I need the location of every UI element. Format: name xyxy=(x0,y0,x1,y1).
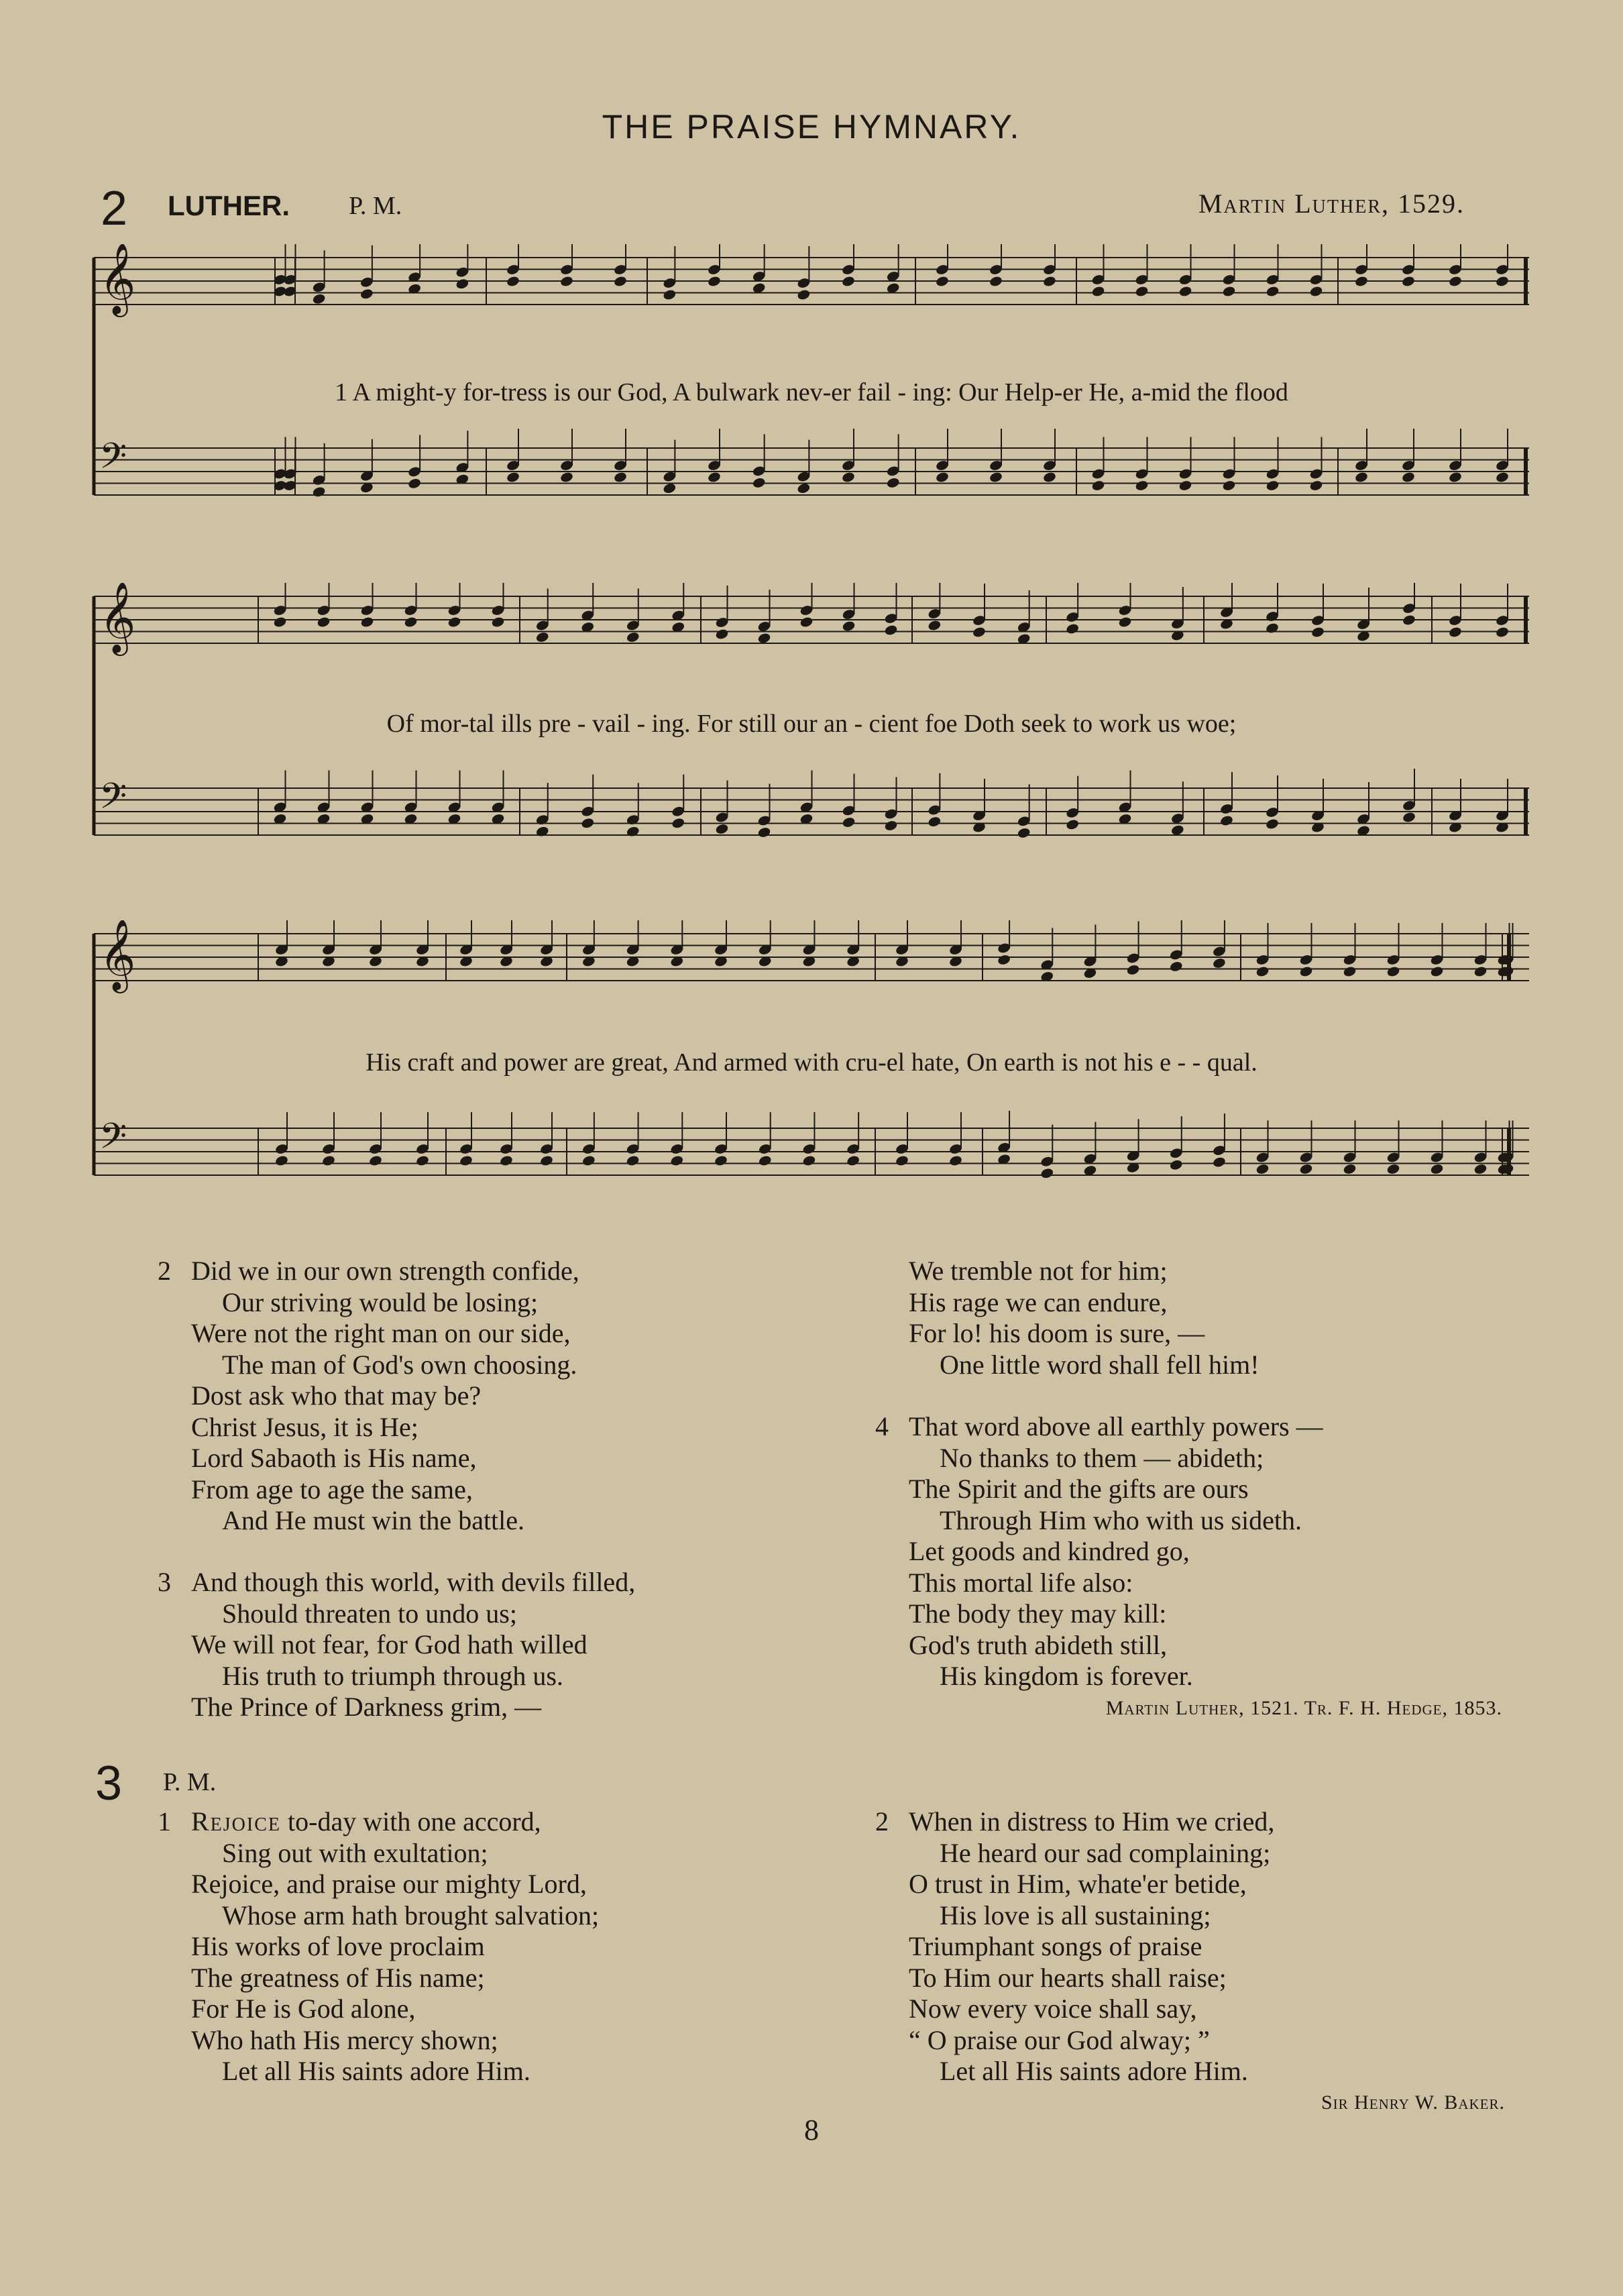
treble-clef-icon: 𝄞 xyxy=(99,920,136,990)
note-head xyxy=(1386,965,1400,977)
note-head xyxy=(1473,1163,1488,1175)
note-head xyxy=(559,471,573,483)
note-head xyxy=(1299,965,1313,977)
verse-line: Our striving would be losing; xyxy=(222,1287,539,1317)
note-head xyxy=(499,1154,513,1166)
note-head xyxy=(1118,616,1132,628)
note-head xyxy=(1017,827,1031,839)
note-head xyxy=(715,628,729,640)
lyric-line-1: 1 A might-y for-tress is our God, A bulwark nev-er fail - ing: Our Help-er He, a-mid the flood xyxy=(335,378,1288,406)
verse-line: Whose arm hath brought salvation; xyxy=(222,1900,600,1930)
note-head xyxy=(1065,622,1079,635)
verse-line: God's truth abideth still, xyxy=(909,1629,1167,1660)
note-head xyxy=(613,471,627,483)
note-head xyxy=(1354,275,1368,287)
verse-line: The Prince of Darkness grim, — xyxy=(191,1692,542,1722)
note-head xyxy=(491,616,505,628)
lyric-line-3: His craft and power are great, And armed with cru-el hate, On earth is not his e - - qual. xyxy=(366,1048,1257,1077)
note-head xyxy=(1178,285,1192,297)
note-head xyxy=(1401,471,1415,483)
note-head xyxy=(1386,1163,1400,1175)
note-head xyxy=(886,477,900,489)
note-head xyxy=(663,288,677,300)
note-head xyxy=(1473,965,1488,977)
note-head xyxy=(1169,1159,1183,1171)
verse-line: To Him our hearts shall raise; xyxy=(909,1962,1227,1993)
note-head xyxy=(1495,275,1509,287)
note-head xyxy=(841,471,855,483)
lyric-line-2: Of mor-tal ills pre - vail - ing. For still our an - cient foe Doth seek to work us woe; xyxy=(386,710,1237,738)
verse-line: The body they may kill: xyxy=(909,1598,1167,1629)
note-head xyxy=(928,619,942,631)
note-head xyxy=(671,817,685,829)
hymn-3-verse-2: 2 When in distress to Him we cried, He heard our sad complaining; O trust in Him, whate'er betide, His love is all sustaining; Triumphant songs of praise To Him our hearts shall raise; Now every voice shall say, “ O praise our God alway; ” Let all His saints adore Him. xyxy=(875,1806,1275,2086)
note-head xyxy=(1448,275,1462,287)
note-head xyxy=(1495,626,1509,638)
note-head xyxy=(972,626,986,638)
verse-line: Let all His saints adore Him. xyxy=(940,2056,1248,2086)
note-head xyxy=(802,1154,816,1166)
verse-line: Who hath His mercy shown; xyxy=(191,2024,498,2055)
verse-line: His rage we can endure, xyxy=(909,1287,1168,1317)
note-head xyxy=(447,616,461,628)
verse-line: The man of God's own choosing. xyxy=(222,1349,577,1380)
verse-line: Let all His saints adore Him. xyxy=(222,2056,530,2086)
note-head xyxy=(715,823,729,835)
verse-line: He heard our sad complaining; xyxy=(940,1837,1271,1868)
note-head xyxy=(581,817,595,829)
note-head xyxy=(626,1154,640,1166)
note-head xyxy=(415,1154,429,1166)
note-head xyxy=(895,1154,909,1166)
note-head xyxy=(935,471,949,483)
running-title: THE PRAISE HYMNARY. xyxy=(602,108,1021,146)
note-head xyxy=(1091,480,1105,492)
note-head xyxy=(1135,285,1149,297)
hymn-3-verse-1: 1 Rejoice to-day with one accord, Sing out with exultation; Rejoice, and praise our mighty Lord, Whose arm hath brought salvation; His works of love proclaim The greatness of His name; For He is God alone, Who hath His mercy shown; Let all His saints adore Him. xyxy=(158,1806,600,2086)
bass-clef-icon: 𝄢 xyxy=(99,776,127,826)
note-head xyxy=(321,1154,335,1166)
note-head xyxy=(1448,471,1462,483)
verse-line: For He is God alone, xyxy=(191,1993,416,2024)
note-head xyxy=(663,482,677,494)
note-head xyxy=(1126,964,1140,976)
note-head xyxy=(1430,965,1444,977)
note-head xyxy=(1343,965,1357,977)
note-head xyxy=(884,624,898,636)
bass-clef-icon: 𝄢 xyxy=(99,436,127,486)
verse-line: “ O praise our God alway; ” xyxy=(909,2024,1210,2055)
verse-line: Triumphant songs of praise xyxy=(909,1931,1202,1961)
verse-line: This mortal life also: xyxy=(909,1567,1133,1598)
note-head xyxy=(404,616,418,628)
note-head xyxy=(359,288,374,300)
verse-line: His truth to triumph through us. xyxy=(222,1660,563,1691)
note-head xyxy=(1219,814,1233,826)
note-head xyxy=(948,1154,962,1166)
note-head xyxy=(757,826,771,838)
verse-line: His kingdom is forever. xyxy=(940,1661,1193,1691)
note-head xyxy=(1255,1163,1270,1175)
note-head xyxy=(1402,614,1416,626)
note-head xyxy=(1042,275,1056,287)
note-head xyxy=(368,1154,382,1166)
note-head xyxy=(312,293,326,305)
page-number: 8 xyxy=(804,2114,819,2146)
verse-line: Should threaten to undo us; xyxy=(222,1598,517,1629)
note-head xyxy=(581,1154,596,1166)
hymn-3-credit: Sir Henry W. Baker. xyxy=(1321,2091,1505,2114)
note-head xyxy=(846,1154,860,1166)
hymn-number: 3 xyxy=(95,1757,123,1810)
verse-line: The greatness of His name; xyxy=(191,1962,485,1993)
note-head xyxy=(273,616,287,628)
note-head xyxy=(274,1154,288,1166)
note-head xyxy=(317,616,331,628)
note-head xyxy=(1212,957,1226,969)
note-head xyxy=(1255,965,1270,977)
verse-line: Lord Sabaoth is His name, xyxy=(191,1443,477,1473)
note-head xyxy=(1309,480,1323,492)
verse-line: Through Him who with us sideth. xyxy=(940,1505,1302,1535)
note-head xyxy=(1343,1163,1357,1175)
note-head xyxy=(884,820,898,832)
verse-3: 3 And though this world, with devils filled, Should threaten to undo us; We will not fear, for God hath willed His truth to triumph through us. The Prince of Darkness grim, — xyxy=(158,1567,636,1722)
verse-line: Did we in our own strength confide, xyxy=(191,1256,579,1286)
note-head xyxy=(1401,275,1415,287)
note-head xyxy=(842,816,856,828)
note-head xyxy=(1309,285,1323,297)
note-head xyxy=(752,477,766,489)
note-head xyxy=(626,826,640,838)
verse-line: And He must win the battle. xyxy=(222,1505,525,1535)
note-head xyxy=(797,482,811,494)
note-head xyxy=(407,478,421,490)
note-head xyxy=(455,278,469,290)
note-head xyxy=(841,275,855,287)
verse-line: For lo! his doom is sure, — xyxy=(909,1318,1205,1348)
note-head xyxy=(1169,961,1183,973)
note-head xyxy=(626,631,640,643)
note-head xyxy=(506,275,520,287)
note-head xyxy=(360,616,374,628)
note-head xyxy=(1265,622,1279,634)
note-head xyxy=(535,826,549,838)
note-head xyxy=(1212,1156,1226,1168)
note-head xyxy=(707,471,721,483)
verse-first-word: Rejoice xyxy=(191,1806,282,1837)
note-head xyxy=(1040,1167,1054,1179)
verse-line: We will not fear, for God hath willed xyxy=(191,1629,587,1659)
verse-line: Sing out with exultation; xyxy=(222,1837,488,1868)
note-head xyxy=(707,275,721,287)
note-head xyxy=(799,616,814,628)
bass-clef-icon: 𝄢 xyxy=(99,1116,127,1166)
note-head xyxy=(1265,818,1279,830)
note-head xyxy=(1266,480,1280,492)
verse-line: His love is all sustaining; xyxy=(940,1900,1211,1930)
treble-clef-icon: 𝄞 xyxy=(99,244,136,314)
note-head xyxy=(559,275,573,287)
note-head xyxy=(1222,285,1236,297)
note-head xyxy=(935,275,949,287)
note-head xyxy=(1310,626,1325,638)
note-head xyxy=(989,471,1003,483)
note-head xyxy=(1222,480,1236,492)
verse-4: 4 That word above all earthly powers — No thanks to them — abideth; The Spirit and the gifts are ours Through Him who with us sideth. Let goods and kindred go, This mortal life also: The body they may kill: God's truth abideth still, His kingdom is forever. xyxy=(875,1411,1323,1691)
note-head xyxy=(506,471,520,483)
tune-name: LUTHER. xyxy=(168,190,290,221)
note-head xyxy=(1402,811,1416,823)
note-head xyxy=(928,816,942,828)
note-head xyxy=(1091,285,1105,297)
verse-line: to-day with one accord, xyxy=(281,1806,541,1837)
note-head xyxy=(1178,480,1192,492)
verse-line: Let goods and kindred go, xyxy=(909,1536,1190,1566)
note-head xyxy=(757,632,771,644)
note-head xyxy=(997,954,1011,966)
verse-line: One little word shall fell him! xyxy=(940,1349,1260,1380)
verse-line: The Spirit and the gifts are ours xyxy=(909,1474,1249,1504)
verse-line: And though this world, with devils filled, xyxy=(191,1567,636,1597)
meter-label: P. M. xyxy=(349,192,402,220)
note-head xyxy=(1448,626,1462,638)
note-head xyxy=(459,1154,473,1166)
verse-line: His works of love proclaim xyxy=(191,1931,485,1961)
note-head xyxy=(539,1154,553,1166)
verse-line: Now every voice shall say, xyxy=(909,1993,1197,2024)
verse-line: Were not the right man on our side, xyxy=(191,1318,571,1348)
verse-2: 2 Did we in our own strength confide, Our striving would be losing; Were not the right man on our side, The man of God's own choosing. Dost ask who that may be? Christ Jesus, it is He; Lord Sabaoth is His name, From age to age the same, And He must win the battle. xyxy=(158,1256,579,1535)
verse-line: When in distress to Him we cried, xyxy=(909,1806,1275,1837)
composer-credit: Martin Luther, 1529. xyxy=(1198,188,1465,219)
note-head xyxy=(1430,1163,1444,1175)
verse-line: That word above all earthly powers — xyxy=(909,1411,1323,1441)
note-head xyxy=(1135,480,1149,492)
note-head xyxy=(1495,471,1509,483)
verse-line: Rejoice, and praise our mighty Lord, xyxy=(191,1869,587,1899)
hymn-number: 2 xyxy=(101,182,128,235)
verse-line: Christ Jesus, it is He; xyxy=(191,1411,418,1442)
note-head xyxy=(312,486,326,498)
note-head xyxy=(714,1154,728,1166)
note-head xyxy=(670,1154,684,1166)
note-head xyxy=(797,288,811,300)
meter-label: P. M. xyxy=(163,1768,217,1796)
note-head xyxy=(1354,471,1368,483)
verse-3-continued xyxy=(909,1256,1260,1380)
verse-line: No thanks to them — abideth; xyxy=(940,1442,1264,1473)
note-head xyxy=(1299,1163,1313,1175)
note-head xyxy=(1042,471,1056,483)
note-head xyxy=(613,275,627,287)
hymn-2-credit: Martin Luther, 1521. Tr. F. H. Hedge, 1853. xyxy=(1105,1697,1502,1719)
treble-clef-icon: 𝄞 xyxy=(99,583,136,653)
note-head xyxy=(1065,818,1079,830)
note-head xyxy=(842,620,856,632)
note-head xyxy=(535,631,549,643)
verse-line: O trust in Him, whate'er betide, xyxy=(909,1869,1247,1899)
note-head xyxy=(1266,285,1280,297)
note-head xyxy=(758,1154,772,1166)
verse-line: From age to age the same, xyxy=(191,1474,473,1505)
note-head xyxy=(989,275,1003,287)
verse-line: Dost ask who that may be? xyxy=(191,1380,482,1411)
verse-line: We tremble not for him; xyxy=(909,1256,1168,1286)
